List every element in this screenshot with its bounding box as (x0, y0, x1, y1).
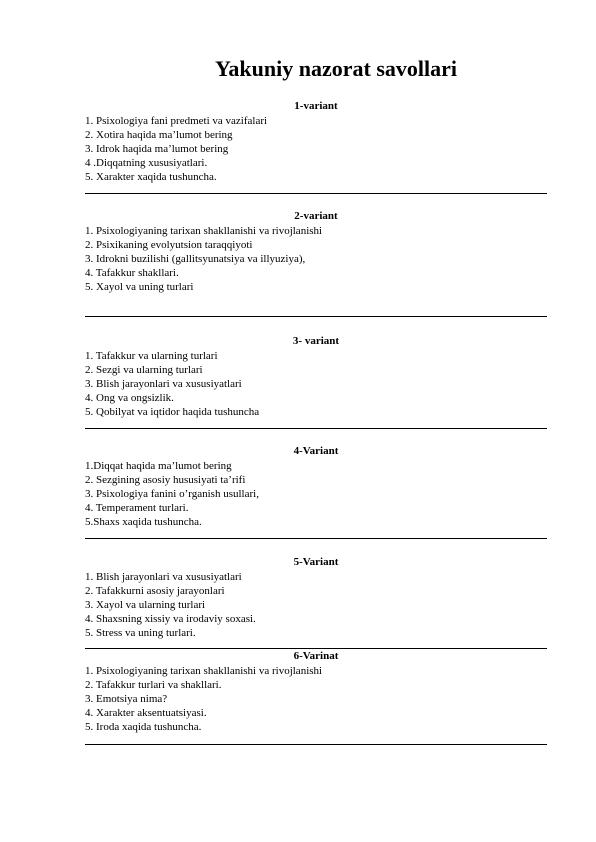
variant-1-question-1: 1. Psixologiya fani predmeti va vazifalari (85, 115, 268, 127)
variant-6-question-3: 3. Emotsiya nima? (85, 693, 168, 705)
variant-5-section (85, 554, 547, 640)
variant-3-question-1: 1. Tafakkur va ularning turlari (85, 350, 218, 362)
variant-2-question-1: 1. Psixologiyaning tarixan shakllanishi va rivojlanishi (85, 225, 323, 237)
variant-3-question-5: 5. Qobilyat va iqtidor haqida tushuncha (85, 406, 260, 418)
variant-5-question-2: 2. Tafakkurni asosiy jarayonlari (85, 585, 225, 597)
variant-3-title: 3- variant (292, 335, 340, 347)
variant-6-question-4: 4. Xarakter aksentuatsiyasi. (85, 707, 207, 719)
variant-4-divider (85, 538, 547, 539)
variant-2-question-3: 3. Idrokni buzilishi (gallitsyunatsiya va illyuziya), (85, 253, 306, 265)
variant-1-question-4: 4 .Diqqatning xususiyatlari. (85, 157, 208, 169)
variant-5-question-5: 5. Stress va uning turlari. (85, 627, 196, 639)
variant-6-question-2: 2. Tafakkur turlari va shakllari. (85, 679, 222, 691)
variant-2-question-2: 2. Psixikaning evolyutsion taraqqiyoti (85, 239, 253, 251)
variant-6-section (85, 648, 547, 734)
variant-6-title: 6-Varinat (293, 650, 339, 662)
variant-2-divider (85, 316, 547, 317)
variant-3-divider (85, 428, 547, 429)
variant-4-question-1: 1.Diqqat haqida ma’lumot bering (85, 460, 232, 472)
variant-6-divider (85, 744, 547, 745)
variant-5-question-3: 3. Xayol va ularning turlari (85, 599, 206, 611)
variant-3-question-3: 3. Blish jarayonlari va xususiyatlari (85, 378, 242, 390)
variant-6-question-5: 5. Iroda xaqida tushuncha. (85, 721, 202, 733)
variant-3-section (85, 333, 547, 419)
page-title: Yakuniy nazorat savollari (214, 56, 458, 81)
variant-4-title: 4-Variant (293, 445, 339, 457)
variant-2-section (85, 208, 547, 294)
variant-6-question-1: 1. Psixologiyaning tarixan shakllanishi va rivojlanishi (85, 665, 323, 677)
variant-1-question-3: 3. Idrok haqida ma’lumot bering (85, 143, 229, 155)
variant-4-question-4: 4. Temperament turlari. (85, 502, 189, 514)
variant-4-section (85, 443, 547, 529)
variant-1-section (85, 98, 547, 184)
variant-2-title: 2-variant (294, 210, 338, 222)
variant-5-title: 5-Variant (293, 556, 339, 568)
variant-4-question-5: 5.Shaxs xaqida tushuncha. (85, 516, 202, 528)
variant-4-question-3: 3. Psixologiya fanini o’rganish usullari, (85, 488, 259, 500)
variant-1-question-2: 2. Xotira haqida ma’lumot bering (85, 129, 233, 141)
variant-2-question-4: 4. Tafakkur shakllari. (85, 267, 179, 279)
variant-1-divider (85, 193, 547, 194)
variant-5-question-1: 1. Blish jarayonlari va xususiyatlari (85, 571, 242, 583)
variant-1-title: 1-variant (294, 100, 338, 112)
variant-1-question-5: 5. Xarakter xaqida tushuncha. (85, 171, 217, 183)
variant-4-question-2: 2. Sezgining asosiy hususiyati ta’rifi (85, 474, 246, 486)
variant-3-question-4: 4. Ong va ongsizlik. (85, 392, 174, 404)
variant-3-question-2: 2. Sezgi va ularning turlari (85, 364, 203, 376)
variant-5-question-4: 4. Shaxsning xissiy va irodaviy soxasi. (85, 613, 256, 625)
variant-2-question-5: 5. Xayol va uning turlari (85, 281, 194, 293)
